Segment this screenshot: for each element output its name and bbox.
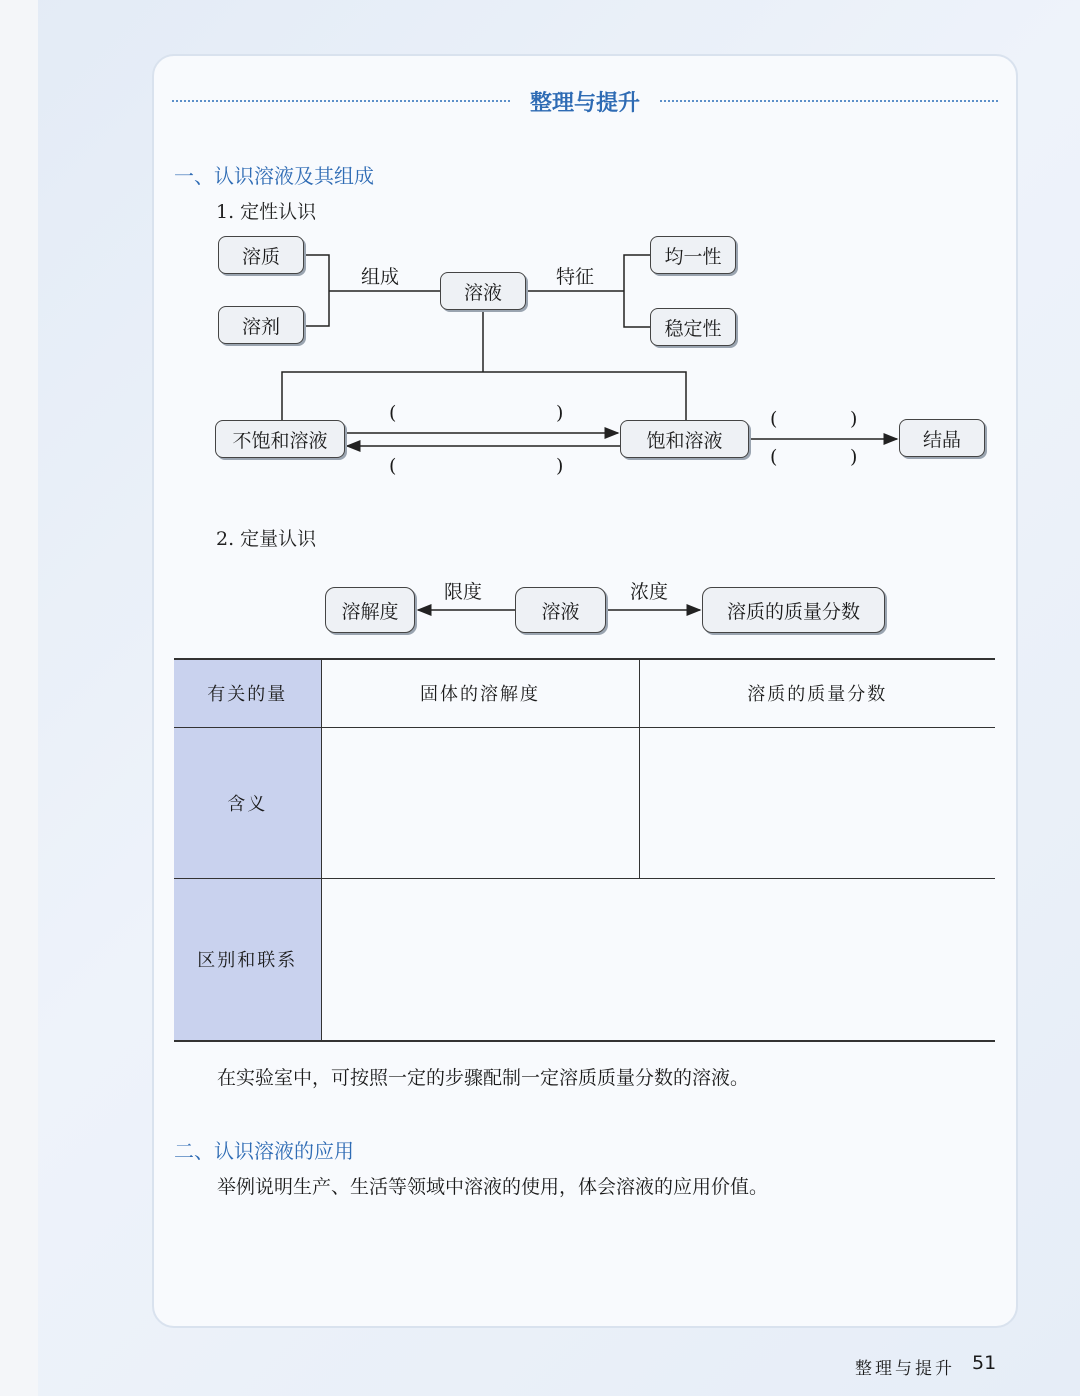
table-header-cell: 溶质的质量分数 [639, 659, 995, 727]
box-crystal: 结晶 [899, 419, 985, 457]
label-limit: 限度 [444, 581, 483, 603]
table-header-cell: 固体的溶解度 [321, 659, 639, 727]
box-unsaturated: 不饱和溶液 [215, 420, 345, 458]
box-stability: 稳定性 [650, 308, 736, 346]
box-saturated: 饱和溶液 [620, 420, 749, 458]
blank-paren-close: ) [850, 446, 858, 468]
footer-label: 整理与提升 [855, 1359, 955, 1379]
blank-paren-open: ( [770, 446, 778, 468]
label-concentration: 浓度 [630, 581, 669, 603]
section2-text: 举例说明生产、生活等领域中溶液的使用，体会溶液的应用价值。 [217, 1176, 769, 1198]
blank-paren-close: ) [556, 455, 564, 477]
table-row-label: 区别和联系 [174, 878, 321, 1041]
box-homogeneity: 均一性 [650, 236, 736, 274]
quantity-table [174, 658, 995, 1042]
table-row [174, 878, 995, 1041]
box-solubility: 溶解度 [325, 587, 415, 633]
section1-heading: 一、认识溶液及其组成 [174, 164, 374, 188]
box-solute: 溶质 [218, 236, 304, 274]
table-cell-blank[interactable] [639, 727, 995, 878]
label-composition: 组成 [361, 266, 400, 288]
blank-paren-close: ) [850, 408, 858, 430]
table-cell-blank[interactable] [321, 727, 639, 878]
quantitative-label: 2. 定量认识 [216, 528, 317, 550]
page-title: 整理与提升 [529, 91, 640, 116]
box-solution: 溶液 [440, 272, 526, 310]
table-row [174, 659, 995, 727]
blank-paren-close: ) [556, 402, 564, 424]
box-solvent: 溶剂 [218, 306, 304, 344]
table-row-label: 含义 [174, 727, 321, 878]
table-cell-blank[interactable] [321, 878, 995, 1041]
section2-heading: 二、认识溶液的应用 [174, 1139, 354, 1163]
section1-note: 在实验室中，可按照一定的步骤配制一定溶质质量分数的溶液。 [217, 1067, 750, 1089]
box-mass-fraction: 溶质的质量分数 [702, 587, 885, 633]
blank-paren-open: ( [770, 408, 778, 430]
qualitative-label: 1. 定性认识 [216, 201, 317, 223]
label-feature: 特征 [556, 266, 595, 288]
box-solution-q: 溶液 [515, 587, 606, 633]
page-number: 51 [972, 1352, 997, 1374]
table-header-cell: 有关的量 [174, 659, 321, 727]
table-row [174, 727, 995, 878]
blank-paren-open: ( [389, 455, 397, 477]
blank-paren-open: ( [389, 402, 397, 424]
